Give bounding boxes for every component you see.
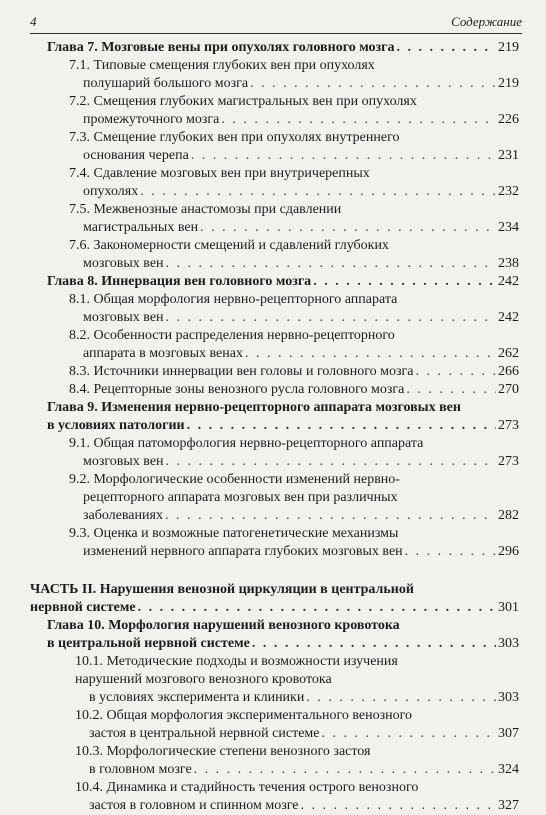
toc-line-text: 8.3. Источники иннервации вен головы и головного мозга [69, 364, 414, 379]
toc-line-text: полушарий большого мозга [83, 76, 249, 91]
running-head [30, 8, 522, 30]
toc-entry-sec2[interactable] [0, 707, 546, 743]
toc-line-last [69, 381, 519, 399]
toc-line-last [47, 417, 519, 435]
toc-line-text: мозговых вен [83, 256, 164, 271]
toc-page-number: 303 [498, 636, 519, 651]
toc-line: 8.2. Особенности распределения нервно-рецепторного [69, 328, 395, 343]
toc-line-text: изменений нервного аппарата глубоких мозговых вен [83, 544, 403, 559]
toc-line-last [69, 183, 519, 201]
toc-entry-sec[interactable] [0, 327, 546, 363]
header-rule [30, 33, 522, 34]
toc-entry-sec[interactable] [0, 93, 546, 129]
toc-line-last [47, 273, 519, 291]
leader-dots [252, 635, 496, 653]
toc-page-number: 307 [498, 726, 519, 741]
toc-page-number: 327 [498, 798, 519, 813]
toc-line: ЧАСТЬ II. Нарушения венозной циркуляции в центральной [30, 582, 414, 597]
toc-line: 7.3. Смещение глубоких вен при опухолях внутреннего [69, 130, 400, 145]
leader-dots [166, 309, 496, 327]
toc-line-text: промежуточного мозга [83, 112, 220, 127]
toc-line-last [69, 75, 519, 93]
toc-entry-chap[interactable] [0, 39, 546, 57]
toc-page-number: 231 [498, 148, 519, 163]
toc-line: 7.2. Смещения глубоких магистральных вен при опухолях [69, 94, 417, 109]
toc-line-text: 8.4. Рецепторные зоны венозного русла головного мозга [69, 382, 405, 397]
toc-entry-sec[interactable] [0, 57, 546, 93]
leader-dots [405, 543, 496, 561]
toc-entry-part[interactable] [0, 581, 546, 617]
toc-entry-sec[interactable] [0, 525, 546, 561]
toc-page-number: 219 [498, 76, 519, 91]
toc-line: 7.4. Сдавление мозговых вен при внутричерепных [69, 166, 370, 181]
toc-entry-part-chap[interactable] [0, 617, 546, 653]
leader-dots [321, 725, 496, 743]
toc-line: 10.1. Методические подходы и возможности изучения [75, 654, 398, 669]
toc-line: нарушений мозгового венозного кровотока [75, 672, 332, 687]
leader-dots [245, 345, 496, 363]
toc-line-text: аппарата в мозговых венах [83, 346, 243, 361]
toc-line-last [75, 761, 519, 779]
leader-dots [140, 183, 496, 201]
toc-line-text: опухолях [83, 184, 139, 199]
leader-dots [166, 255, 496, 273]
toc-line-last [69, 255, 519, 273]
leader-dots [191, 147, 496, 165]
leader-dots [221, 111, 496, 129]
toc-page-number: 273 [498, 418, 519, 433]
leader-dots [416, 363, 497, 381]
leader-dots [306, 689, 496, 707]
page-number: 4 [30, 14, 37, 29]
toc-page-number: 242 [498, 274, 519, 289]
toc-line: Глава 10. Морфология нарушений венозного кровотока [47, 618, 400, 633]
toc-entry-sec[interactable] [0, 381, 546, 399]
toc-line: 9.3. Оценка и возможные патогенетические механизмы [69, 526, 399, 541]
toc-entry-sec[interactable] [0, 471, 546, 525]
toc-page-number: 266 [498, 364, 519, 379]
toc-line-text: застоя в центральной нервной системе [89, 726, 320, 741]
toc-page-number: 234 [498, 220, 519, 235]
toc-entry-sec2[interactable] [0, 653, 546, 707]
toc-line-text: заболеваниях [83, 508, 163, 523]
toc-line-last [69, 363, 519, 381]
toc-entry-sec[interactable] [0, 291, 546, 327]
toc-page-number: 324 [498, 762, 519, 777]
leader-dots [313, 273, 496, 291]
toc-line: 10.4. Динамика и стадийность течения острого венозного [75, 780, 419, 795]
toc-line-text: основания черепа [83, 148, 189, 163]
toc-line-last [47, 635, 519, 653]
toc-entry-sec2[interactable] [0, 779, 546, 815]
section-title: Содержание [451, 14, 522, 29]
toc-line-last [69, 507, 519, 525]
toc-page-number: 238 [498, 256, 519, 271]
toc-page-number: 262 [498, 346, 519, 361]
toc-line-text: в условиях патологии [47, 418, 185, 433]
leader-dots [397, 39, 496, 57]
leader-dots [187, 417, 496, 435]
toc-line: 7.1. Типовые смещения глубоких вен при опухолях [69, 58, 375, 73]
leader-dots [406, 381, 496, 399]
toc-entry-sec[interactable] [0, 363, 546, 381]
toc-page-number: 232 [498, 184, 519, 199]
toc-line-last [69, 309, 519, 327]
toc-line-text: застоя в головном и спинном мозге [89, 798, 299, 813]
toc-line-last [69, 345, 519, 363]
toc-page-number: 273 [498, 454, 519, 469]
toc-line-last [75, 689, 519, 707]
toc-line: рецепторного аппарата мозговых вен при различных [83, 490, 398, 505]
leader-dots [166, 453, 496, 471]
toc-line: 8.1. Общая морфология нервно-рецепторного аппарата [69, 292, 398, 307]
leader-dots [194, 761, 496, 779]
toc-line-last [69, 453, 519, 471]
leader-dots [250, 75, 496, 93]
toc-page-number: 303 [498, 690, 519, 705]
toc-line-text: мозговых вен [83, 454, 164, 469]
toc-entry-sec[interactable] [0, 201, 546, 237]
toc-page-number: 296 [498, 544, 519, 559]
toc-page-number: 226 [498, 112, 519, 127]
toc-line-last [69, 543, 519, 561]
toc-line-text: мозговых вен [83, 310, 164, 325]
toc-line: 10.2. Общая морфология экспериментального венозного [75, 708, 413, 723]
toc-line-last [69, 147, 519, 165]
toc-page-number: 270 [498, 382, 519, 397]
toc-line-text: магистральных вен [83, 220, 199, 235]
toc-line-text: в условиях эксперимента и клиники [89, 690, 305, 705]
toc-line-last [47, 39, 519, 57]
toc-line: Глава 9. Изменения нервно-рецепторного аппарата мозговых вен [47, 400, 461, 415]
toc-line: 10.3. Морфологические степени венозного застоя [75, 744, 371, 759]
toc-page-number: 242 [498, 310, 519, 325]
toc-line-last [69, 219, 519, 237]
toc-entry-sec[interactable] [0, 129, 546, 165]
toc-line-text: нервной системе [30, 600, 136, 615]
toc-entry-sec[interactable] [0, 165, 546, 201]
toc-line: 9.1. Общая патоморфология нервно-рецепторного аппарата [69, 436, 424, 451]
toc-page-number: 282 [498, 508, 519, 523]
toc-gap [0, 561, 546, 581]
toc-line-text: Глава 7. Мозговые вены при опухолях головного мозга [47, 40, 395, 55]
toc-line-last [69, 111, 519, 129]
toc-line-last [75, 725, 519, 743]
toc-entry-sec[interactable] [0, 435, 546, 471]
leader-dots [200, 219, 496, 237]
toc-entry-sec2[interactable] [0, 743, 546, 779]
toc-entry-chap[interactable] [0, 399, 546, 435]
toc-line-last [30, 599, 519, 617]
toc-page-number: 219 [498, 40, 519, 55]
toc-line-text: в центральной нервной системе [47, 636, 250, 651]
toc-line-text: Глава 8. Иннервация вен головного мозга [47, 274, 312, 289]
toc-line: 7.5. Межвенозные анастомозы при сдавлении [69, 202, 342, 217]
toc-line-text: в головном мозге [89, 762, 192, 777]
table-of-contents [0, 39, 546, 815]
toc-page-number: 301 [498, 600, 519, 615]
toc-entry-sec[interactable] [0, 237, 546, 273]
leader-dots [138, 599, 496, 617]
leader-dots [165, 507, 496, 525]
toc-entry-chap[interactable] [0, 273, 546, 291]
toc-line: 7.6. Закономерности смещений и сдавлений глубоких [69, 238, 389, 253]
toc-line: 9.2. Морфологические особенности изменений нервно- [69, 472, 400, 487]
